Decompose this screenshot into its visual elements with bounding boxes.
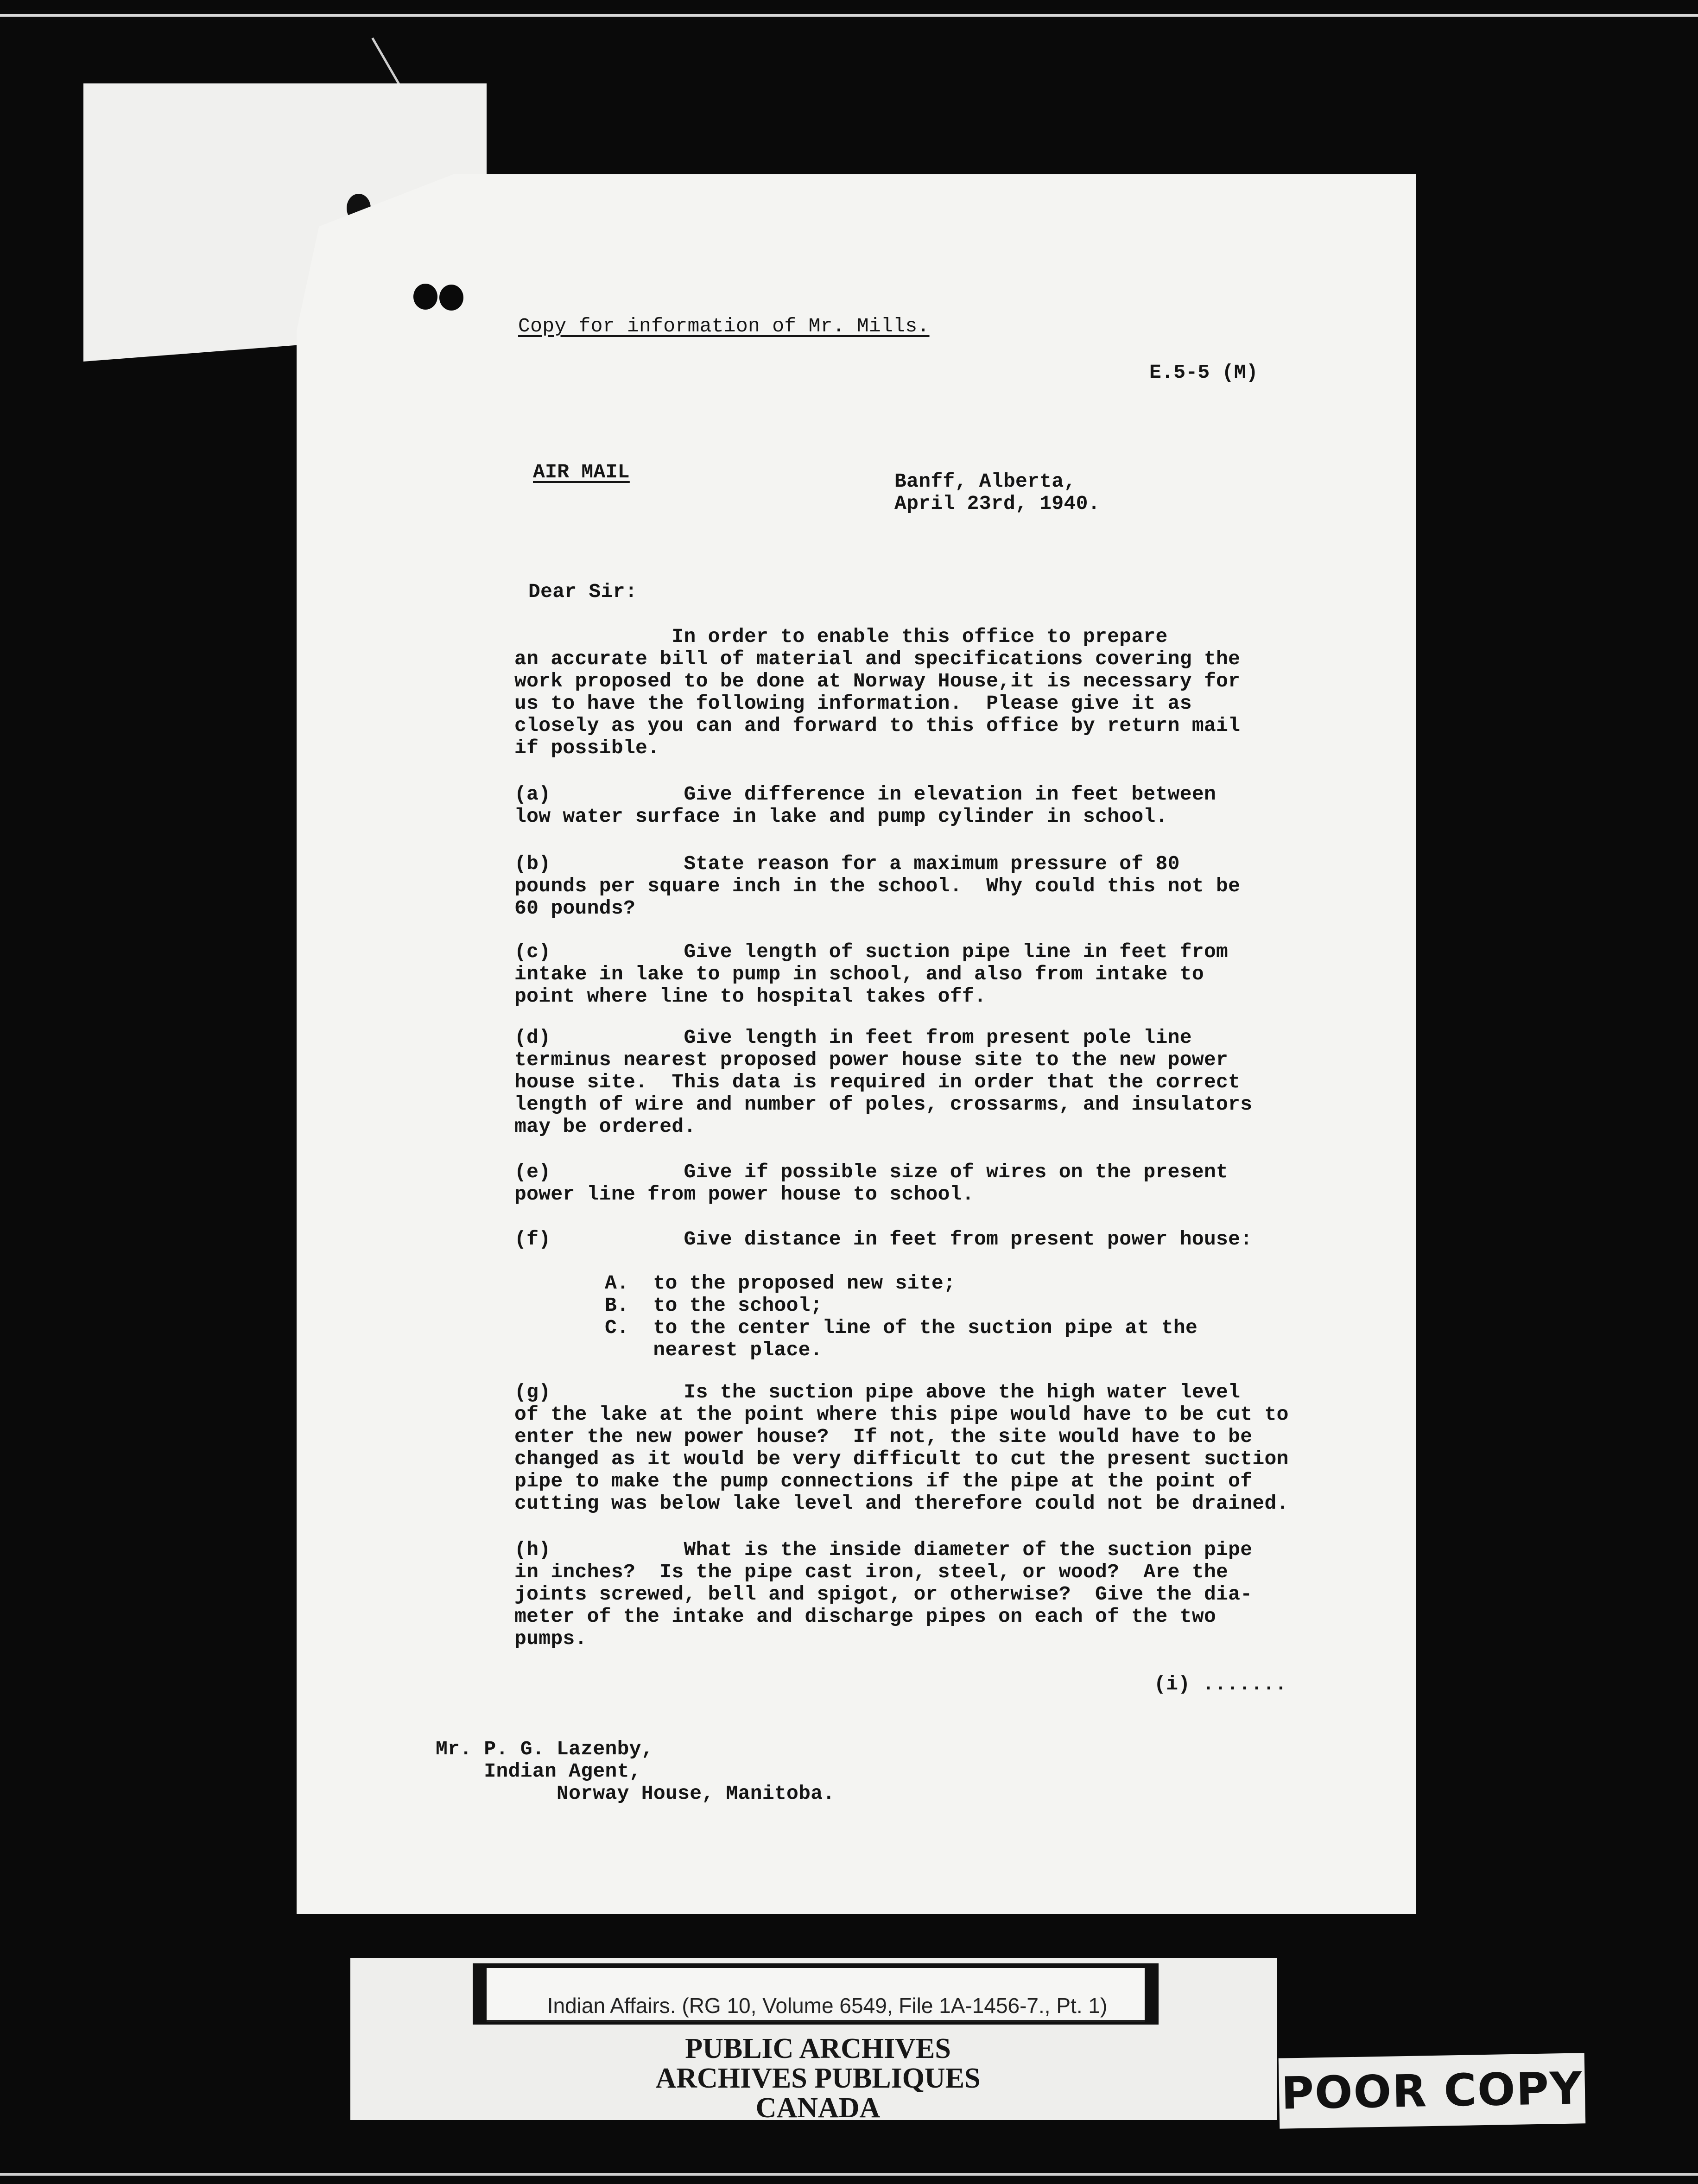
item-line: pipe to make the pump connections if the pipe at the point of: [514, 1470, 1253, 1492]
item-line: in inches? Is the pipe cast iron, steel, or wood? Are the: [514, 1561, 1229, 1583]
item-h: [514, 1539, 1279, 1650]
item-line: point where line to hospital takes off.: [514, 985, 987, 1008]
item-line: (a) Give difference in elevation in feet between: [514, 783, 1216, 806]
intro-line: work proposed to be done at Norway House,it is necessary for: [514, 670, 1241, 692]
item-c: [514, 941, 1279, 1008]
item-line: enter the new power house? If not, the site would have to be: [514, 1425, 1253, 1448]
item-line: (h) What is the inside diameter of the suction pipe: [514, 1538, 1253, 1561]
item-e: [514, 1161, 1279, 1206]
addressee-block: [436, 1738, 1200, 1805]
film-frame-top-edge: [0, 14, 1698, 17]
sublist-item: B. to the school;: [605, 1294, 823, 1317]
item-d: [514, 1027, 1279, 1138]
air-mail-label: AIR MAIL: [533, 461, 630, 483]
item-line: power line from power house to school.: [514, 1183, 974, 1206]
addressee-line: Norway House, Manitoba.: [436, 1782, 835, 1805]
item-line: (g) Is the suction pipe above the high water level: [514, 1381, 1241, 1403]
item-line: (c) Give length of suction pipe line in feet from: [514, 940, 1229, 963]
place-line: Banff, Alberta,: [894, 470, 1076, 493]
sublist-item: nearest place.: [605, 1339, 823, 1361]
archive-line-country: CANADA: [755, 2092, 881, 2124]
poor-copy-stamp: POOR COPY: [1279, 2053, 1586, 2128]
item-line: pumps.: [514, 1627, 587, 1650]
intro-line: closely as you can and forward to this office by return mail: [514, 714, 1241, 737]
source-label-text: Indian Affairs. (RG 10, Volume 6549, File 1A-1456-7., Pt. 1): [547, 1994, 1108, 2018]
archive-line-english: PUBLIC ARCHIVES: [685, 2033, 951, 2064]
intro-paragraph: [514, 626, 1279, 759]
intro-line: In order to enable this office to prepare: [514, 625, 1168, 648]
item-line: low water surface in lake and pump cylinder in school.: [514, 805, 1168, 828]
item-b: [514, 853, 1279, 920]
item-line: may be ordered.: [514, 1115, 696, 1138]
item-line: joints screwed, bell and spigot, or otherwise? Give the dia-: [514, 1583, 1253, 1606]
item-line: (e) Give if possible size of wires on the present: [514, 1161, 1229, 1183]
intro-line: an accurate bill of material and specifications covering the: [514, 648, 1241, 670]
item-line: (f) Give distance in feet from present power house:: [514, 1228, 1253, 1251]
sublist-item: C. to the center line of the suction pipe at the: [605, 1316, 1198, 1339]
item-line: (d) Give length in feet from present pole line: [514, 1026, 1192, 1049]
item-line: terminus nearest proposed power house site to the new power: [514, 1048, 1229, 1071]
file-reference: E.5-5 (M): [1149, 361, 1258, 384]
page-punch-hole-right: [439, 285, 463, 311]
item-line: cutting was below lake level and therefore could not be drained.: [514, 1492, 1289, 1515]
salutation: Dear Sir:: [528, 580, 637, 603]
item-f: [514, 1228, 1279, 1251]
intro-line: us to have the following information. Please give it as: [514, 692, 1192, 715]
addressee-line: Mr. P. G. Lazenby,: [436, 1738, 653, 1760]
item-line: 60 pounds?: [514, 897, 636, 920]
archive-line-french: ARCHIVES PUBLIQUES: [655, 2063, 981, 2094]
item-line: house site. This data is required in order that the correct: [514, 1071, 1241, 1093]
date-line: April 23rd, 1940.: [894, 492, 1100, 515]
distance-sublist: [605, 1272, 1197, 1361]
intro-line: if possible.: [514, 736, 660, 759]
tag-string: [371, 34, 407, 87]
item-line: (b) State reason for a maximum pressure of 80: [514, 852, 1180, 875]
item-line: of the lake at the point where this pipe would have to be cut to: [514, 1403, 1289, 1426]
item-line: length of wire and number of poles, crossarms, and insulators: [514, 1093, 1253, 1116]
film-frame-bottom-edge: [0, 2173, 1698, 2176]
item-g: [514, 1381, 1289, 1515]
item-line: pounds per square inch in the school. Why could this not be: [514, 875, 1241, 897]
page-punch-hole-left: [413, 284, 437, 310]
archive-name: [602, 2034, 1033, 2123]
item-a: [514, 783, 1279, 828]
item-line: changed as it would be very difficult to cut the present suction: [514, 1448, 1289, 1470]
header-note: Copy for information of Mr. Mills.: [518, 315, 930, 337]
continuation-marker: (i) .......: [1154, 1673, 1287, 1695]
addressee-line: Indian Agent,: [436, 1760, 641, 1783]
item-line: intake in lake to pump in school, and also from intake to: [514, 963, 1204, 985]
item-line: meter of the intake and discharge pipes on each of the two: [514, 1605, 1216, 1628]
sublist-item: A. to the proposed new site;: [605, 1272, 956, 1295]
